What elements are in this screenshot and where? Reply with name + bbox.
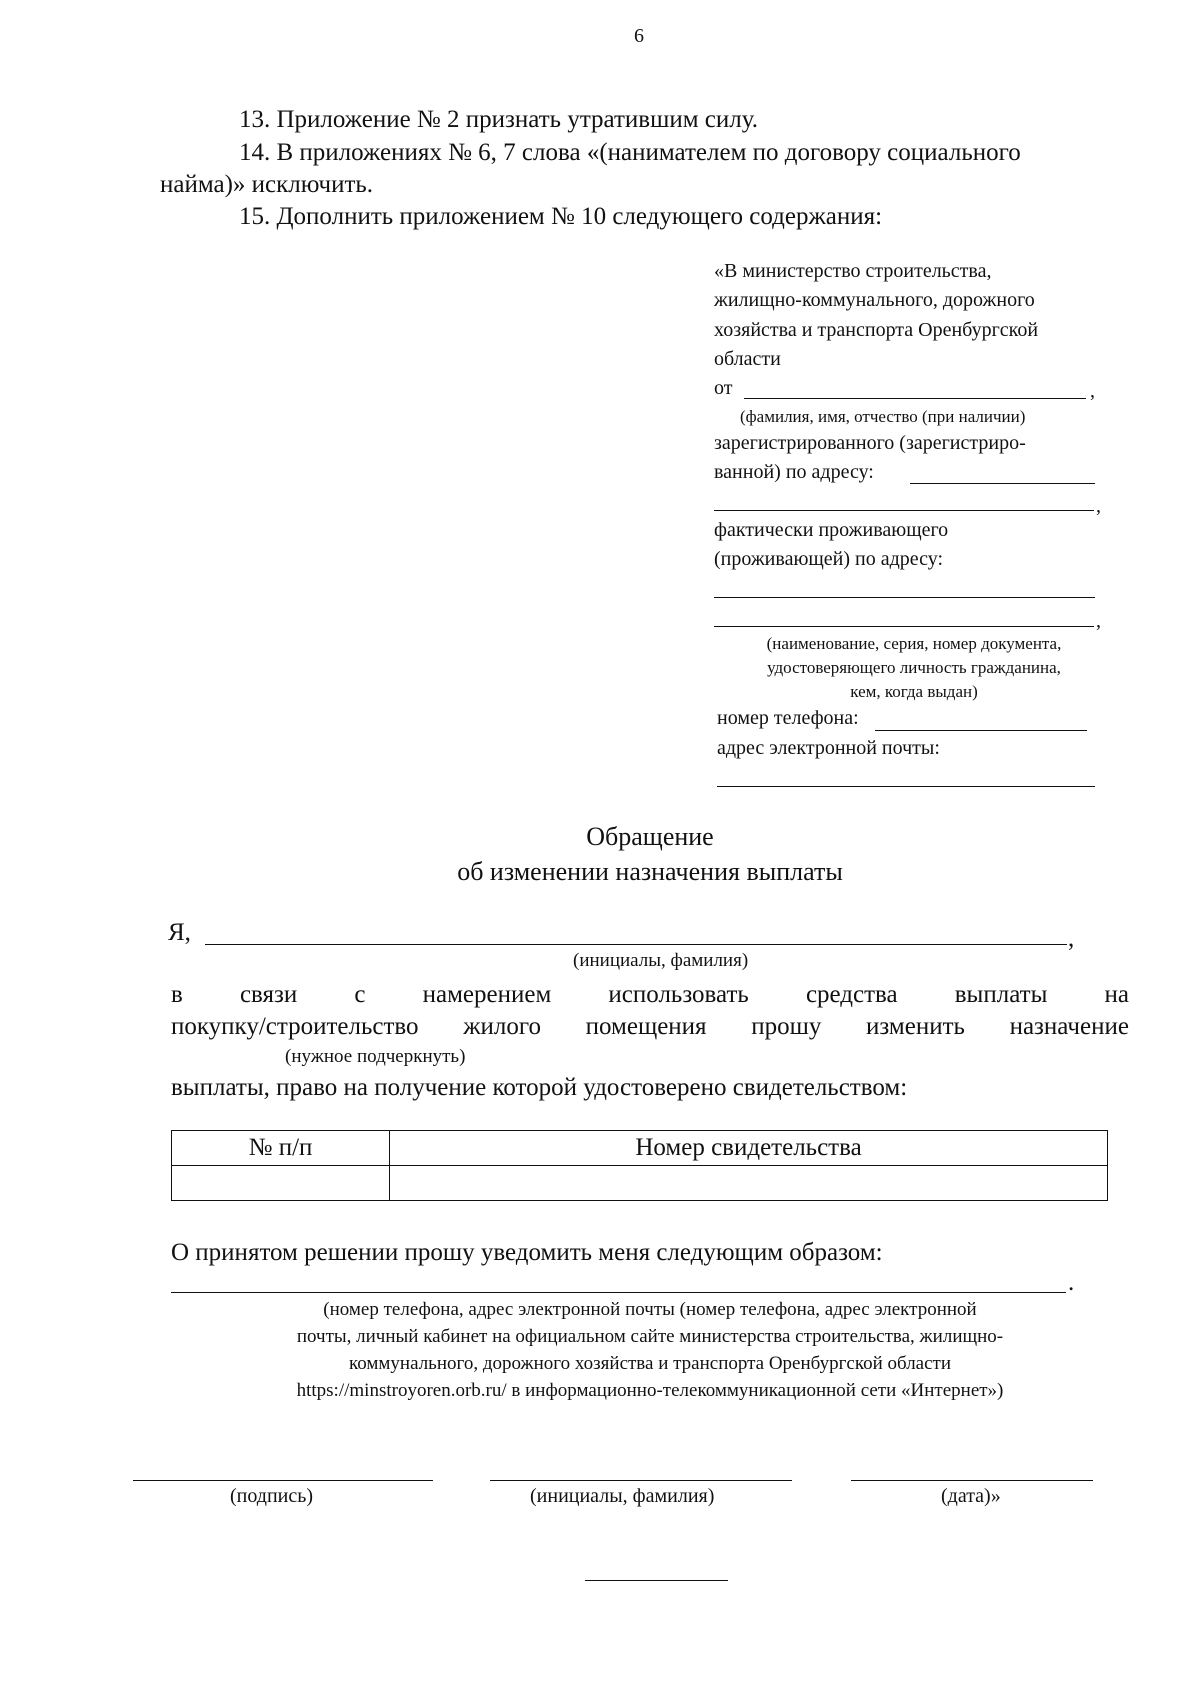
table-header-col2: Номер свидетельства [390,1131,1108,1166]
table-header-row [172,1131,1108,1166]
actual-address-field-2[interactable] [714,626,1094,627]
fio-note: (фамилия, имя, отчество (при наличии) [740,407,1026,426]
email-label: адрес электронной почты: [717,737,940,759]
registered-address-field-1[interactable] [910,483,1095,484]
from-label: от [714,377,733,399]
registered-comma: , [1096,495,1101,517]
signature-label: (подпись) [230,1485,314,1507]
body-line1-word: выплаты [954,981,1048,1008]
body-line1-word: в [171,981,183,1008]
signature-initials-label: (инициалы, фамилия) [530,1485,715,1507]
notify-note-line1: (номер телефона, адрес электронной почты (номер телефона, адрес электронной [323,1299,977,1320]
actual-comma: , [1096,610,1101,632]
signature-field[interactable] [133,1480,433,1481]
end-divider [585,1580,728,1581]
item-14-line2: найма)» исключить. [160,171,374,198]
header-to-line4: области [714,348,781,370]
from-fio-field[interactable] [744,398,1086,399]
item-15: 15. Дополнить приложением № 10 следующего содержания: [239,203,883,230]
body-line2-word: изменить [866,1013,965,1040]
underline-note: (нужное подчеркнуть) [285,1046,466,1067]
registered-address-field-2[interactable] [714,510,1094,511]
header-to-line2: жилищно-коммунального, дорожного [714,289,1035,311]
applicant-comma: , [1068,925,1075,952]
body-line1-word: связи [239,981,298,1008]
actual-line2: (проживающей) по адресу: [714,548,944,570]
certificate-table [171,1130,1108,1201]
body-line2-word: покупку/строительство [171,1013,419,1040]
body-line1-word: средства [805,981,898,1008]
ya-label: Я, [168,919,191,946]
registered-line2: ванной) по адресу: [714,461,874,483]
body-line1 [171,980,1129,1010]
notify-method-field[interactable] [171,1292,1066,1293]
phone-field[interactable] [875,730,1087,731]
header-to-line1: «В министерство строительства, [714,260,992,282]
initials-note: (инициалы, фамилия) [573,950,749,971]
registered-line1: зарегистрированного (зарегистриро- [714,432,1026,454]
doc-title-line1: Обращение [586,822,714,851]
body-line2-word: жилого [463,1013,541,1040]
item-14-line1: 14. В приложениях № 6, 7 слова «(нанимателем по договору социального [239,139,1021,166]
notify-note-line2: почты, личный кабинет на официальном сайте министерства строительства, жилищно- [296,1326,1004,1347]
applicant-name-field[interactable] [205,944,1067,945]
phone-label: номер телефона: [717,707,859,729]
notify-period: . [1068,1269,1075,1296]
table-cell-cert[interactable] [390,1166,1108,1201]
actual-address-field-1[interactable] [714,597,1095,598]
body-line3: выплаты, право на получение которой удостоверено свидетельством: [171,1074,908,1101]
item-13: 13. Приложение № 2 признать утратившим силу. [239,106,759,133]
notify-text: О принятом решении прошу уведомить меня следующим образом: [171,1239,883,1266]
body-line2-word: прошу [751,1013,822,1040]
table-header-col1: № п/п [172,1131,390,1166]
from-comma: , [1090,380,1095,402]
header-to-line3: хозяйства и транспорта Оренбургской [714,319,1039,341]
doc-note-line1: (наименование, серия, номер документа, [766,634,1062,653]
notify-note-line3: коммунального, дорожного хозяйства и транспорта Оренбургской области [348,1353,952,1374]
body-line1-word: на [1104,981,1129,1008]
table-row [172,1166,1108,1201]
body-line1-word: использовать [608,981,749,1008]
email-field[interactable] [717,786,1095,787]
doc-note-line3: кем, когда выдан) [850,682,978,701]
table-cell-num[interactable] [172,1166,390,1201]
page-number: 6 [634,25,644,47]
body-line2 [171,1012,1129,1042]
signature-date-field[interactable] [851,1480,1093,1481]
signature-date-label: (дата)» [941,1485,1001,1507]
doc-title-line2: об изменении назначения выплаты [457,857,843,886]
body-line1-word: намерением [422,981,552,1008]
doc-note-line2: удостоверяющего личность гражданина, [767,658,1061,677]
actual-line1: фактически проживающего [714,519,949,541]
body-line1-word: с [354,981,366,1008]
signature-initials-field[interactable] [490,1480,792,1481]
notify-note-line4: https://minstroyoren.orb.ru/ в информационно-телекоммуникационной сети «Интернет») [296,1380,1004,1401]
body-line2-word: назначение [1009,1013,1129,1040]
body-line2-word: помещения [585,1013,707,1040]
